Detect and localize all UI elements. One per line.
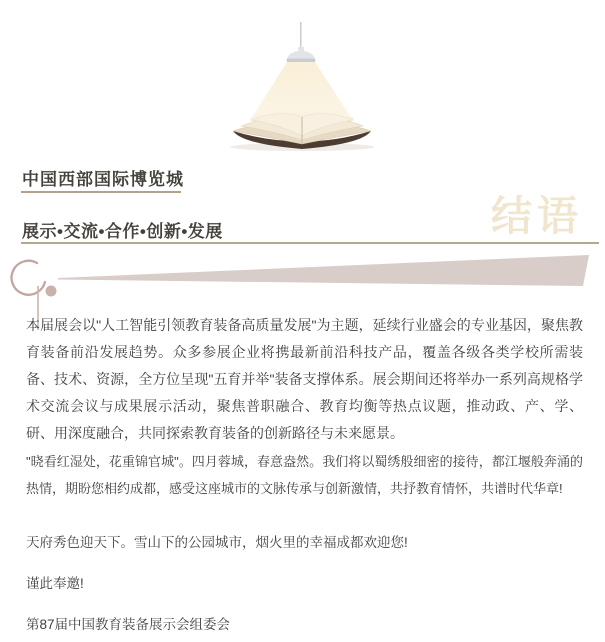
slogan-text: 展示•交流•合作•创新•发展 (22, 222, 223, 241)
lamp-shade-icon (287, 47, 315, 60)
light-beam-icon (251, 59, 352, 119)
venue-title: 中国西部国际博览城 (22, 170, 184, 189)
paragraph-invitation-poem: "晓看红湿处，花重锦官城"。四月蓉城，春意盎然。我们将以蜀绣般细密的接待，都江堰般奔涌的热情，期盼您相约成都，感受这座城市的文脉传承与创新激情，共抒教育情怀，共谱时代华章! (26, 454, 583, 496)
paragraph-chengdu-welcome: 天府秀色迎天下。雪山下的公园城市，烟火里的幸福成都欢迎您! (26, 535, 408, 550)
paragraph-overview: 本届展会以"人工智能引领教育装备高质量发展"为主题，延续行业盛会的专业基因，聚焦教育装备前沿发展趋势。众多参展企业将携最新前沿科技产品，覆盖各级各类学校所需装备、技术、资源，全方位呈现"五育并举"装备支撑体系。展会期间还将举办一系列高规格学术交流会议与成果展示活动，聚焦普职融合、教育均衡等热点议题，推动政、产、学、研、用深度融合，共同探索教育装备的创新路径与未来愿景。 (26, 317, 583, 441)
lamp-book-icon (0, 0, 605, 160)
paragraph-cordial-invite: 谨此奉邀! (26, 576, 84, 591)
section-title: 结语 (491, 193, 583, 239)
horizontal-rule (21, 242, 599, 244)
venue-title-underline (21, 191, 181, 193)
wedge-decoration-icon (0, 250, 605, 295)
paragraph-committee-signature: 第87届中国教育装备展示会组委会 (26, 617, 231, 632)
lamp-cord-icon (300, 22, 302, 49)
